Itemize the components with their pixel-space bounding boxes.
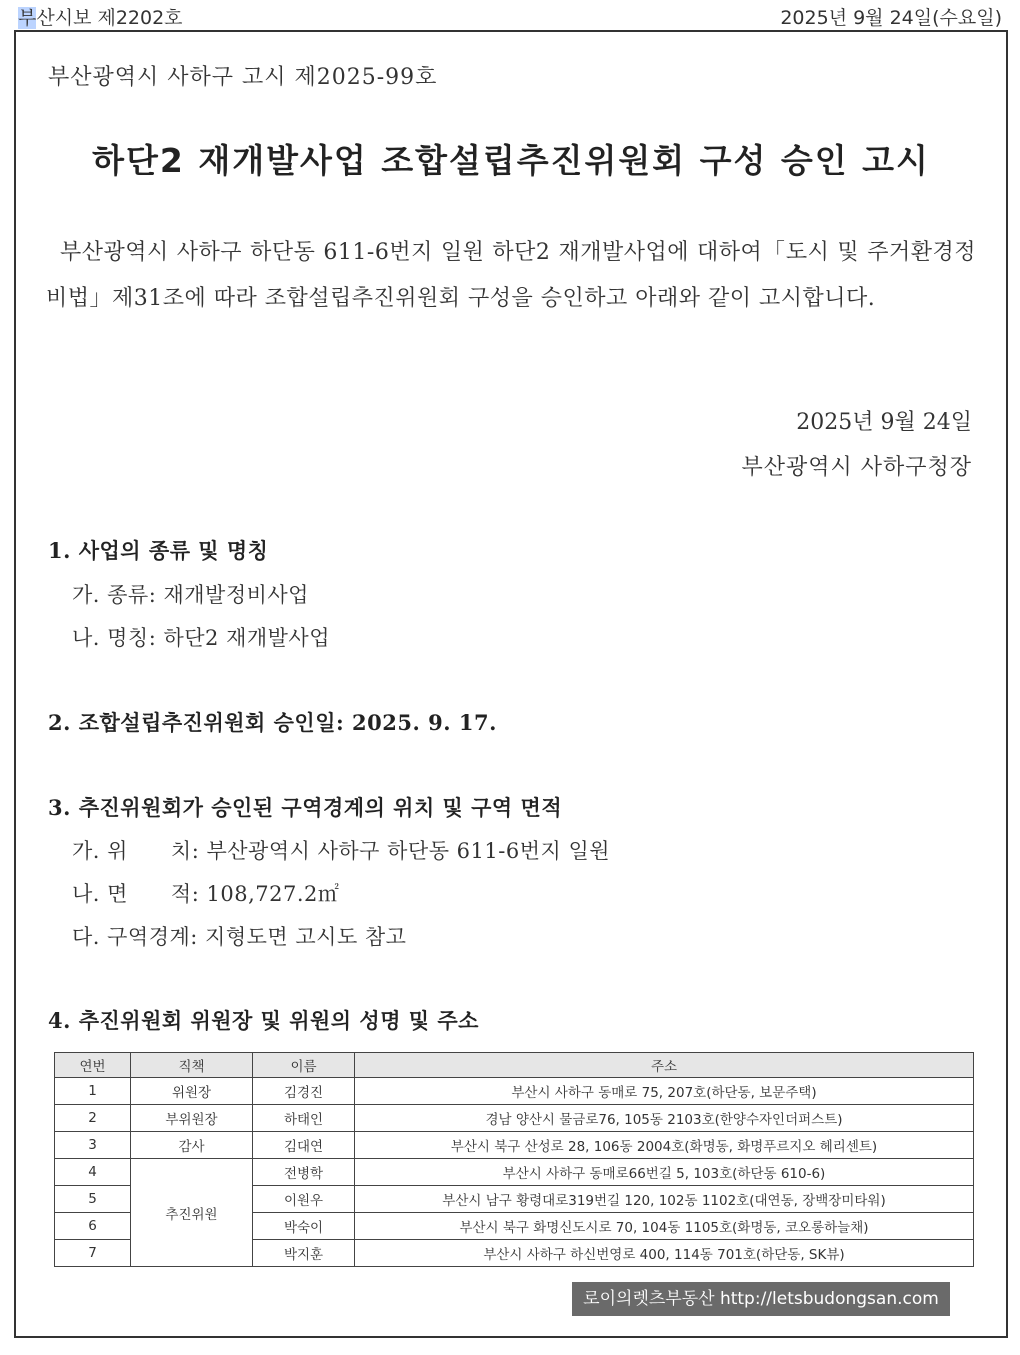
gazette-issue: 부산시보 제2202호 — [18, 7, 183, 29]
notice-frame — [14, 30, 1008, 1338]
col-header-role: 직책 — [131, 1053, 253, 1078]
col-header-no: 연번 — [55, 1053, 131, 1078]
cell-name: 김경진 — [253, 1078, 355, 1105]
cell-address: 부산시 사하구 동매로 75, 207호(하단동, 보문주택) — [355, 1078, 974, 1105]
table-row — [55, 1105, 974, 1132]
col-header-name: 이름 — [253, 1053, 355, 1078]
cell-name: 박지훈 — [253, 1240, 355, 1267]
cell-no: 1 — [55, 1078, 131, 1105]
notice-title: 하단2 재개발사업 조합설립추진위원회 구성 승인 고시 — [92, 141, 930, 180]
cell-no: 5 — [55, 1186, 131, 1213]
cell-address: 부산시 북구 화명신도시로 70, 104동 1105호(화명동, 코오롱하늘채) — [355, 1213, 974, 1240]
cell-role: 부위원장 — [131, 1105, 253, 1132]
table-row — [55, 1159, 974, 1186]
cell-role-merged: 추진위원 — [131, 1159, 253, 1267]
cell-name: 이원우 — [253, 1186, 355, 1213]
cell-role: 위원장 — [131, 1078, 253, 1105]
sign-date: 2025년 9월 24일 — [796, 410, 972, 435]
cell-no: 2 — [55, 1105, 131, 1132]
gazette-header — [0, 0, 1020, 30]
cell-name: 하태인 — [253, 1105, 355, 1132]
committee-table — [54, 1052, 974, 1267]
location-value: 부산광역시 사하구 하단동 611-6번지 일원 — [206, 839, 611, 863]
gazette-date: 2025년 9월 24일(수요일) — [780, 7, 1002, 29]
cell-no: 3 — [55, 1132, 131, 1159]
cell-name: 박숙이 — [253, 1213, 355, 1240]
area-label: 나. 면 적: — [72, 882, 200, 906]
section-1-name: 나. 명칭: 하단2 재개발사업 — [72, 626, 330, 650]
cell-no: 4 — [55, 1159, 131, 1186]
cell-address: 부산시 사하구 하신번영로 400, 114동 701호(하단동, SK뷰) — [355, 1240, 974, 1267]
table-header-row — [55, 1053, 974, 1078]
location-label: 가. 위 치: — [72, 839, 200, 863]
section-1-heading: 1. 사업의 종류 및 명칭 — [48, 538, 269, 563]
section-1-type: 가. 종류: 재개발정비사업 — [72, 583, 309, 607]
notice-number: 부산광역시 사하구 고시 제2025-99호 — [48, 65, 438, 90]
watermark: 로이의렛츠부동산 http://letsbudongsan.com — [572, 1282, 950, 1316]
table-row — [55, 1132, 974, 1159]
section-3-heading: 3. 추진위원회가 승인된 구역경계의 위치 및 구역 면적 — [48, 795, 563, 820]
cell-role: 감사 — [131, 1132, 253, 1159]
issuer: 부산광역시 사하구청장 — [741, 455, 972, 480]
table-row — [55, 1078, 974, 1105]
boundary-value: 지형도면 고시도 참고 — [205, 925, 407, 949]
area-value: 108,727.2㎡ — [206, 882, 340, 906]
section-3-area — [72, 878, 339, 908]
col-header-address: 주소 — [355, 1053, 974, 1078]
cell-no: 7 — [55, 1240, 131, 1267]
cell-name: 전병학 — [253, 1159, 355, 1186]
notice-body: 부산광역시 사하구 하단동 611-6번지 일원 하단2 재개발사업에 대하여「도시 및 주거환경정비법」제31조에 따라 조합설립추진위원회 구성을 승인하고 아래와 같이 고시합니다. — [46, 240, 976, 311]
cell-name: 김대연 — [253, 1132, 355, 1159]
boundary-label: 다. 구역경계: — [72, 925, 198, 949]
section-4-heading: 4. 추진위원회 위원장 및 위원의 성명 및 주소 — [48, 1008, 479, 1033]
cell-address: 부산시 북구 산성로 28, 106동 2004호(화명동, 화명푸르지오 헤리센트) — [355, 1132, 974, 1159]
cell-address: 부산시 사하구 동매로66번길 5, 103호(하단동 610-6) — [355, 1159, 974, 1186]
section-3-location — [72, 835, 610, 865]
section-2-heading: 2. 조합설립추진위원회 승인일: 2025. 9. 17. — [48, 710, 497, 735]
cell-address: 경남 양산시 물금로76, 105동 2103호(한양수자인더퍼스트) — [355, 1105, 974, 1132]
cell-no: 6 — [55, 1213, 131, 1240]
section-3-boundary — [72, 921, 406, 951]
cell-address: 부산시 남구 황령대로319번길 120, 102동 1102호(대연동, 장백장미타워) — [355, 1186, 974, 1213]
